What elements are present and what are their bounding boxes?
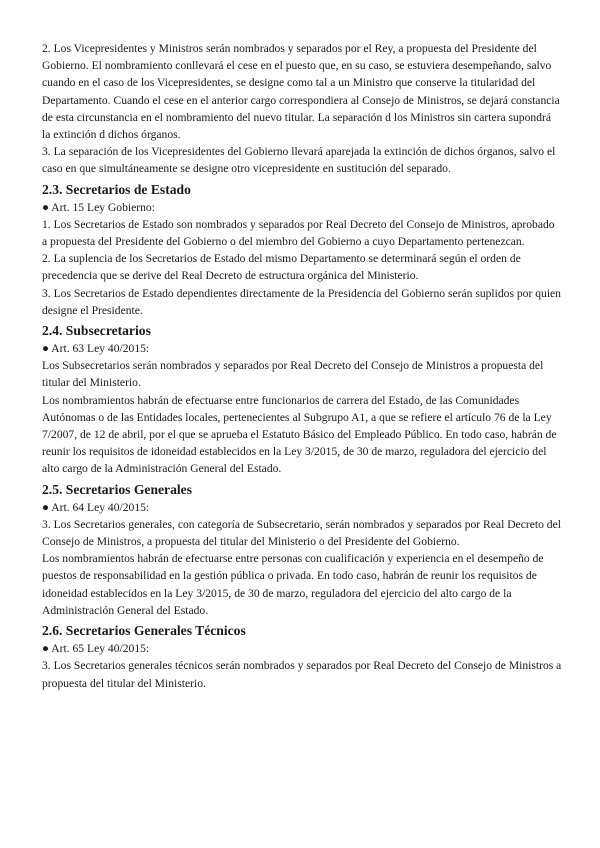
paragraph-vicepresidentes-3: 3. La separación de los Vicepresidentes del Gobierno llevará aparejada la extinción de dichos órganos, salvo el caso en que simultáneamente se designe otro vicepresidente en sustitución del separado. [42,145,556,176]
article-reference: ● Art. 63 Ley 40/2015: [42,342,150,356]
section-subsecretarios [42,322,562,478]
section-secretarios-generales-tecnicos [42,622,562,692]
article-reference: ● Art. 65 Ley 40/2015: [42,642,150,656]
paragraph: 3. Los Secretarios generales técnicos serán nombrados y separados por Real Decreto del Consejo de Ministros a propuesta del titular del Ministerio. [42,659,562,690]
paragraph: Los nombramientos habrán de efectuarse entre funcionarios de carrera del Estado, de las Comunidades Autónomas o de las Entidades locales, pertenecientes al Subgrupo A1, a que se refiere el artículo 76 de la Ley 7/2007, de 12 de abril, por el que se aprueba el Estatuto Básico del Empleado Público. En todo caso, habrán de reunir los requisitos de idoneidad establecidos en la Ley 3/2015, de 30 de marzo, reguladora del ejercicio del alto cargo de la Administración General del Estado. [42,393,557,476]
section-heading: 2.4. Subsecretarios [42,323,151,339]
section-secretarios-generales [42,481,562,619]
paragraph: Los Subsecretarios serán nombrados y separados por Real Decreto del Consejo de Ministros a propuesta del titular del Ministerio. [42,359,544,390]
section-heading: 2.5. Secretarios Generales [42,481,192,497]
section-heading: 2.6. Secretarios Generales Técnicos [42,623,246,639]
paragraph-vicepresidentes-2: 2. Los Vicepresidentes y Ministros serán nombrados y separados por el Rey, a propuesta del Presidente del Gobierno. El nombramiento conllevará el cese en el puesto que, en su caso, se estuviera desempeñando, salvo cuando en el caso de los Vicepresidentes, se designe como tal a un Ministro que conserve la titularidad del Departamento. Cuando el cese en el anterior cargo correspondiera al Consejo de Ministros, se dejará constancia de esta circunstancia en el nombramiento del nuevo titular. La separación d los Ministros sin cartera supondrá la extinción d dichos órganos. [42,42,560,142]
article-reference: ● Art. 64 Ley 40/2015: [42,500,150,514]
paragraph: 3. Los Secretarios de Estado dependientes directamente de la Presidencia del Gobierno serán suplidos por quien designe el Presidente. [42,286,561,317]
article-reference: ● Art. 15 Ley Gobierno: [42,200,155,214]
section-secretarios-estado [42,181,562,319]
section-heading: 2.3. Secretarios de Estado [42,181,191,197]
paragraph: 3. Los Secretarios generales, con categoría de Subsecretario, serán nombrados y separados por Real Decreto del Consejo de Ministros, a propuesta del titular del Ministerio o del Presidente del Gobierno. [42,517,561,549]
paragraph: 2. La suplencia de los Secretarios de Estado del mismo Departamento se determinará según el orden de precedencia que se derive del Real Decreto de estructura orgánica del Ministerio. [42,252,521,283]
paragraph: 1. Los Secretarios de Estado son nombrados y separados por Real Decreto del Consejo de Ministros, aprobado a propuesta del Presidente del Gobierno o del miembro del Gobierno a cuyo Departamento pertenezcan. [42,217,555,249]
paragraph: Los nombramientos habrán de efectuarse entre personas con cualificación y experiencia en el desempeño de puestos de responsabilidad en la gestión pública o privada. En todo caso, habrán de reunir los requisitos de idoneidad establecidos en la Ley 3/2015, de 30 de marzo, reguladora del ejercicio del alto cargo de la Administración General del Estado. [42,552,544,617]
document-page [42,40,562,692]
